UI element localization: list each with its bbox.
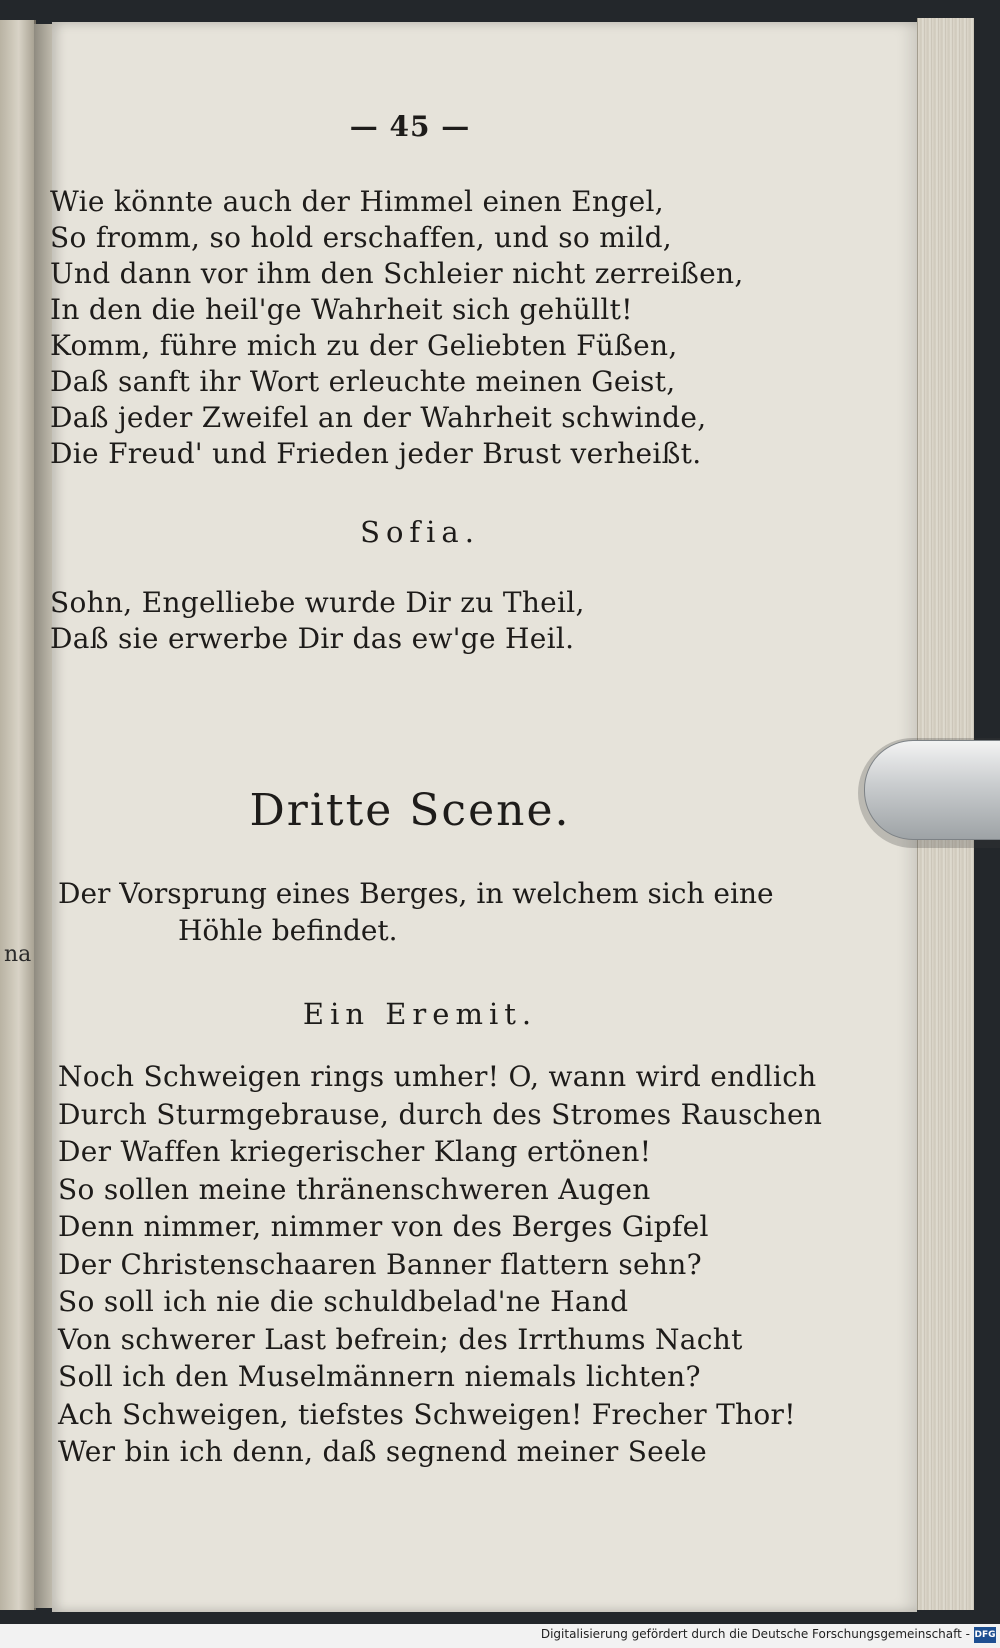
verse-line: Komm, führe mich zu der Geliebten Füßen, <box>50 329 678 362</box>
verse-line: Wie könnte auch der Himmel einen Engel, <box>50 185 664 218</box>
verse-line: Durch Sturmgebrause, durch des Stromes Rauschen <box>58 1097 823 1131</box>
verse-line: Soll ich den Muselmännern niemals lichten? <box>58 1360 701 1393</box>
speaker-eremit: Ein Eremit. <box>302 997 538 1031</box>
stage-direction <box>58 875 793 949</box>
verse-block-2 <box>50 585 585 657</box>
verse-line: Daß sie erwerbe Dir das ew'ge Heil. <box>50 622 575 655</box>
verse-block-1 <box>50 184 744 472</box>
verse-line: Daß jeder Zweifel an der Wahrheit schwinde, <box>50 401 707 434</box>
speaker-sofia: Sofia. <box>360 515 480 549</box>
left-page-edge <box>0 20 36 1610</box>
verse-line: Wer bin ich denn, daß segnend meiner Seele <box>58 1435 708 1468</box>
verse-line: Und dann vor ihm den Schleier nicht zerreißen, <box>50 257 744 290</box>
verse-line: Daß sanft ihr Wort erleuchte meinen Geist, <box>50 365 676 398</box>
verse-line: In den die heil'ge Wahrheit sich gehüllt! <box>50 293 633 326</box>
verse-line: Die Freud' und Frieden jeder Brust verheißt. <box>50 437 702 470</box>
verse-line: Sohn, Engelliebe wurde Dir zu Theil, <box>50 586 585 619</box>
verse-line: So soll ich nie die schuldbelad'ne Hand <box>58 1285 629 1318</box>
page-number: — 45 — <box>349 110 471 143</box>
footer-bar <box>0 1624 1000 1648</box>
verse-line: So sollen meine thränenschweren Augen <box>58 1172 651 1206</box>
dfg-logo-icon: DFG <box>974 1627 996 1643</box>
verse-line: Von schwerer Last befrein; des Irrthums Nacht <box>58 1322 743 1356</box>
footer-credit: Digitalisierung gefördert durch die Deutsche Forschungsgemeinschaft - <box>540 1627 970 1641</box>
left-page-fragment: na <box>4 942 32 967</box>
verse-line: Noch Schweigen rings umher! O, wann wird endlich <box>58 1060 817 1093</box>
stage-direction-line: Höhle befindet. <box>178 914 398 947</box>
stage-direction-line: Der Vorsprung eines Berges, in welchem sich eine <box>58 877 774 910</box>
verse-line: Der Waffen kriegerischer Klang ertönen! <box>58 1135 652 1168</box>
verse-line: Ach Schweigen, tiefstes Schweigen! Frecher Thor! <box>58 1397 796 1431</box>
verse-line: Der Christenschaaren Banner flattern sehn? <box>58 1247 702 1281</box>
verse-block-3 <box>58 1058 822 1471</box>
scene-title: Dritte Scene. <box>249 785 571 836</box>
verse-line: So fromm, so hold erschaffen, und so mild, <box>50 221 673 254</box>
page-holder-clip <box>864 740 1000 840</box>
verse-line: Denn nimmer, nimmer von des Berges Gipfel <box>58 1210 709 1243</box>
